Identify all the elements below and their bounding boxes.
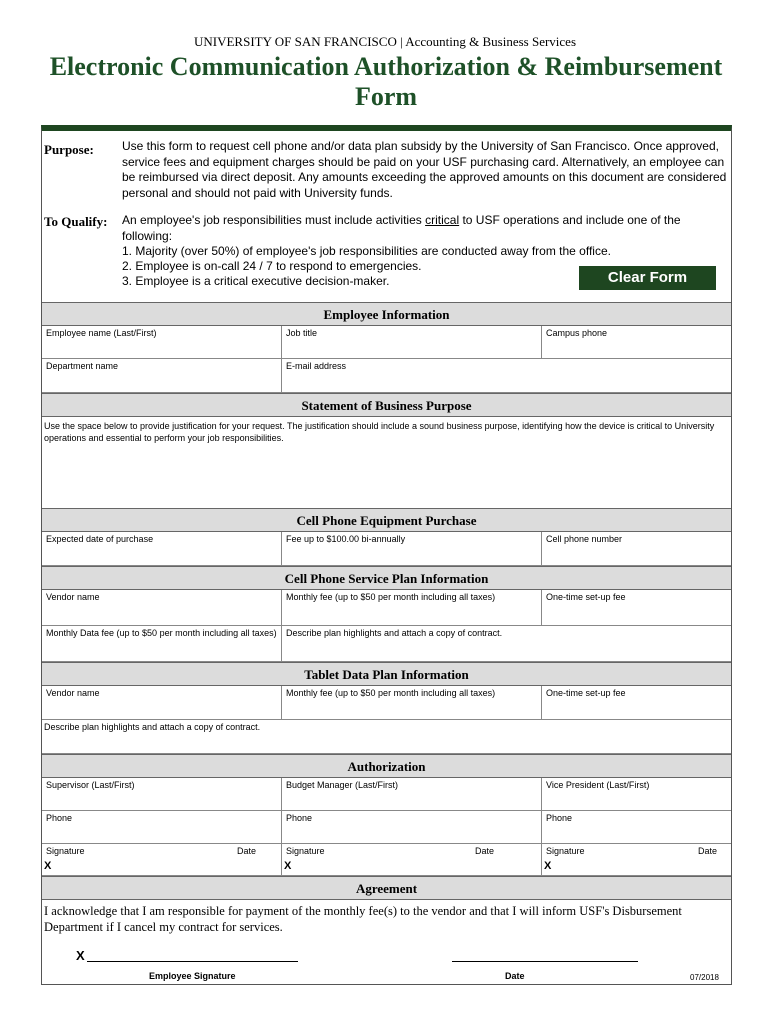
email-field[interactable]: E-mail address (282, 359, 731, 393)
budget-manager-field[interactable]: Budget Manager (Last/First) (282, 778, 542, 811)
employee-name-field[interactable]: Employee name (Last/First) (42, 326, 282, 359)
employee-date-line[interactable] (452, 961, 638, 962)
tablet-monthly-fee-field[interactable]: Monthly fee (up to $50 per month including all taxes) (282, 686, 542, 720)
service-plan-heading: Cell Phone Service Plan Information (42, 566, 731, 590)
service-plan-description-field[interactable]: Describe plan highlights and attach a copy of contract. (282, 626, 731, 662)
authorization-heading: Authorization (42, 754, 731, 778)
qualify-intro (122, 213, 722, 244)
qualify-item: 1. Majority (over 50%) of employee's job responsibilities are conducted away from the office. (122, 244, 611, 258)
agreement-text: I acknowledge that I am responsible for payment of the monthly fee(s) to the vendor and that I will inform USF's Disbursement Department if I cancel my contract for services. (44, 904, 682, 934)
tablet-plan-description-field[interactable]: Describe plan highlights and attach a copy of contract. (42, 720, 731, 754)
employee-signature-x-mark: X (76, 948, 85, 963)
budget-manager-signature-field[interactable] (282, 844, 542, 876)
page-title: Electronic Communication Authorization & Reimbursement Form (49, 52, 723, 111)
qualify-label: To Qualify: (44, 214, 108, 229)
purchase-date-field[interactable]: Expected date of purchase (42, 532, 282, 566)
employee-date-label: Date (505, 971, 525, 981)
department-field[interactable]: Department name (42, 359, 282, 393)
vice-president-phone-field[interactable]: Phone (542, 811, 731, 844)
date-label: Date (237, 846, 257, 856)
purpose-text: Use this form to request cell phone and/or data plan subsidy by the University of San Francisco. Once approved, service fees and equipment charges should be paid on your USF purchasing card. Alternatively, an employee can be reimbursed via direct deposit. Any amounts exceeding the approved amounts on this document are considered personal and should not paid with University funds. (122, 139, 727, 200)
service-vendor-field[interactable]: Vendor name (42, 590, 282, 626)
employee-signature-label: Employee Signature (149, 971, 236, 981)
signature-label: Signature (46, 846, 85, 856)
supervisor-signature-field[interactable] (42, 844, 282, 876)
qualify-intro-post: to USF operations and include one of the following: (122, 213, 681, 243)
clear-form-button[interactable]: Clear Form (579, 266, 716, 290)
business-purpose-textarea[interactable] (42, 445, 731, 508)
equipment-fee-field[interactable]: Fee up to $100.00 bi-annually (282, 532, 542, 566)
signature-x-mark: X (44, 860, 52, 872)
equipment-heading: Cell Phone Equipment Purchase (42, 508, 731, 532)
header-line: UNIVERSITY OF SAN FRANCISCO | Accounting & Business Services (193, 34, 577, 49)
signature-label: Signature (546, 846, 585, 856)
job-title-field[interactable]: Job title (282, 326, 542, 359)
service-setup-fee-field[interactable]: One-time set-up fee (542, 590, 731, 626)
qualify-item: 2. Employee is on-call 24 / 7 to respond to emergencies. (122, 259, 422, 273)
cell-phone-number-field[interactable]: Cell phone number (542, 532, 731, 566)
form-version: 07/2018 (690, 973, 719, 982)
business-purpose-instructions: Use the space below to provide justification for your request. The justification should include a sound business purpose, identifying how the device is critical to University operations and essential to perform your job responsibilities. (44, 421, 715, 443)
service-monthly-fee-field[interactable]: Monthly fee (up to $50 per month including all taxes) (282, 590, 542, 626)
signature-x-mark: X (544, 860, 552, 872)
tablet-plan-heading: Tablet Data Plan Information (42, 662, 731, 686)
monthly-data-fee-field[interactable]: Monthly Data fee (up to $50 per month including all taxes) (42, 626, 282, 662)
business-purpose-heading: Statement of Business Purpose (42, 393, 731, 417)
qualify-intro-pre: An employee's job responsibilities must include activities (122, 213, 426, 227)
vice-president-field[interactable]: Vice President (Last/First) (542, 778, 731, 811)
purpose-label: Purpose: (44, 142, 94, 157)
qualify-intro-emphasis: critical (425, 213, 460, 227)
vice-president-signature-field[interactable] (542, 844, 731, 876)
date-label: Date (698, 846, 718, 856)
signature-label: Signature (286, 846, 325, 856)
employee-info-heading: Employee Information (42, 302, 731, 326)
tablet-setup-fee-field[interactable]: One-time set-up fee (542, 686, 731, 720)
tablet-vendor-field[interactable]: Vendor name (42, 686, 282, 720)
supervisor-phone-field[interactable]: Phone (42, 811, 282, 844)
campus-phone-field[interactable]: Campus phone (542, 326, 731, 359)
agreement-heading: Agreement (42, 876, 731, 900)
supervisor-field[interactable]: Supervisor (Last/First) (42, 778, 282, 811)
qualify-item: 3. Employee is a critical executive decision-maker. (122, 274, 390, 288)
employee-signature-line[interactable] (87, 961, 298, 962)
date-label: Date (475, 846, 495, 856)
budget-manager-phone-field[interactable]: Phone (282, 811, 542, 844)
signature-x-mark: X (284, 860, 292, 872)
